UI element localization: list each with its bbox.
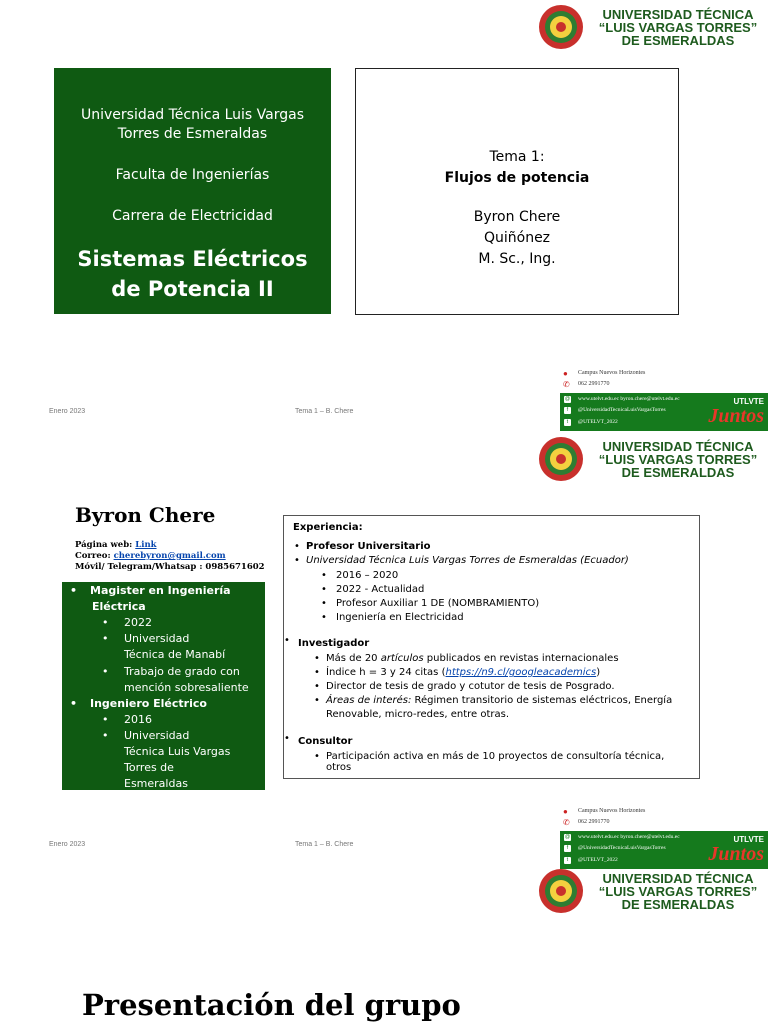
brand-script: Juntos (708, 405, 764, 427)
career-name: Carrera de Electricidad (112, 208, 273, 224)
degree-1-thesis-1: Trabajo de grado con (124, 665, 240, 678)
degree-1-line-2: Eléctrica (92, 600, 146, 613)
web-icon: @ (564, 834, 571, 840)
contact-info: Página web: Link Correo: cherebyron@gmail.com Móvil/ Telegram/Whatsap : 0985671602 (75, 540, 265, 572)
logo-line-1: UNIVERSIDAD TÉCNICA (602, 7, 754, 22)
role-3: Consultor (298, 736, 353, 747)
brand-label: UTLVTE (733, 835, 764, 844)
role-2-item-4-cont: Renovable, micro-redes, entre otras. (326, 709, 510, 720)
author-name-2: Quiñónez (483, 230, 551, 246)
education-box: • Magister en Ingeniería Eléctrica • 2022 • Universidad Técnica de Manabí • Trabajo de grado con mención sobresaliente • Ingeniero Eléctrico • 2016 • Universidad Técnica Luis Vargas Torres de Esmeraldas (62, 582, 265, 790)
role-2: Investigador (298, 638, 370, 649)
google-scholar-link[interactable]: https://n9.cl/googleacademics (445, 667, 597, 678)
role-1: Profesor Universitario (306, 541, 431, 552)
logo-line-1: UNIVERSIDAD TÉCNICA (602, 439, 754, 454)
university-name-2: Torres de Esmeraldas (117, 126, 268, 142)
topic-label: Tema 1: (489, 149, 545, 165)
logo-line-3: DE ESMERALDAS (621, 465, 735, 480)
degree-1-line-1: Magister en Ingeniería (90, 584, 231, 597)
footer-center: Tema 1 – B. Chere (295, 408, 354, 415)
degree-2-uni-4: Esmeraldas (124, 777, 188, 790)
contact-address: Campus Nuevos Horizontes (578, 808, 646, 814)
web-link[interactable]: Link (135, 540, 157, 550)
contact-web-email: www.utelvt.edu.ec byron.chere@utelvt.edu.ec (578, 834, 680, 840)
logo-line-3: DE ESMERALDAS (621, 897, 735, 912)
slide-title: Presentación del grupo (82, 988, 461, 1022)
role-1-place: Universidad Técnica Luis Vargas Torres de Esmeraldas (Ecuador) (306, 555, 629, 566)
university-logo (538, 436, 768, 488)
degree-1-uni-2: Técnica de Manabí (124, 648, 226, 661)
faculty-name: Faculta de Ingenierías (115, 167, 270, 183)
role-1-item-2: 2022 - Actualidad (336, 584, 425, 595)
facebook-icon: f (564, 407, 571, 414)
logo-line-2: “LUIS VARGAS TORRES” (598, 20, 758, 35)
degree-2-uni-1: Universidad (124, 729, 190, 742)
degree-2-uni-2: Técnica Luis Vargas (124, 745, 231, 758)
brand-label: UTLVTE (733, 397, 764, 406)
degree-2-uni-3: Torres de (124, 761, 174, 774)
university-seal-icon (538, 868, 584, 914)
logo-line-2: “LUIS VARGAS TORRES” (598, 452, 758, 467)
contact-web-email: www.utelvt.edu.ec byron.chere@utelvt.edu.ec (578, 396, 680, 402)
experience-box: Experiencia: • Profesor Universitario • Universidad Técnica Luis Vargas Torres de Esmeraldas (Ecuador) • 2016 – 2020 • 2022 - Actualidad • Profesor Auxiliar 1 DE (NOMBRAMIENTO) • Ingeniería en Electricidad • Investigador • Más de 20 artículos publicados en revistas internacionales • Índice h = 3 y 24 citas (https://n9.cl/googleacademics) • Director de tesis de grado y cotutor de tesis de Posgrado. • Áreas de interés: Régimen transitorio de sistemas eléctricos, Energía Renovable, micro-redes, entre otras. • Consultor • Participación activa en más de 10 proyectos de consultoría técnica, otros (283, 515, 700, 779)
role-3-item-1-cont: otros (326, 762, 352, 773)
facebook-icon: f (564, 845, 571, 852)
phone-icon: ✆ (563, 818, 570, 827)
topic-box (355, 68, 679, 315)
course-title-2: de Potencia II (111, 277, 274, 301)
degree-1-uni-1: Universidad (124, 632, 190, 645)
contact-twitter: @UTELVT_2022 (578, 857, 618, 863)
contact-phone: 062 2991770 (578, 819, 610, 825)
author-degree: M. Sc., Ing. (478, 251, 556, 267)
contact-twitter: @UTELVT_2022 (578, 419, 618, 425)
degree-2-year: 2016 (124, 713, 152, 726)
location-icon: ● (563, 807, 568, 816)
role-2-item-4: Áreas de interés: Régimen transitorio de sistemas eléctricos, Energía (326, 695, 673, 706)
contact-facebook: @UniversidadTecnicaLuisVargasTorres (578, 845, 666, 851)
degree-1-year: 2022 (124, 616, 152, 629)
brand-script: Juntos (708, 843, 764, 865)
phone-info: Móvil/ Telegram/Whatsap : 0985671602 (75, 562, 265, 572)
role-2-item-1: Más de 20 artículos publicados en revistas internacionales (326, 653, 619, 664)
phone-icon: ✆ (563, 380, 570, 389)
contact-address: Campus Nuevos Horizontes (578, 370, 646, 376)
logo-line-3: DE ESMERALDAS (621, 33, 735, 48)
footer-date: Enero 2023 (49, 841, 86, 848)
contact-banner (560, 369, 768, 431)
course-title-box (54, 68, 331, 314)
university-seal-icon (538, 436, 584, 482)
experience-heading: Experiencia: (293, 522, 363, 533)
degree-1-thesis-2: mención sobresaliente (124, 681, 249, 694)
contact-phone: 062 2991770 (578, 381, 610, 387)
university-seal-icon (538, 4, 584, 50)
role-1-item-3: Profesor Auxiliar 1 DE (NOMBRAMIENTO) (336, 598, 540, 609)
contact-banner (560, 807, 768, 869)
location-icon: ● (563, 369, 568, 378)
topic-name: Flujos de potencia (444, 170, 590, 186)
contact-facebook: @UniversidadTecnicaLuisVargasTorres (578, 407, 666, 413)
role-1-item-1: 2016 – 2020 (336, 570, 399, 581)
logo-line-1: UNIVERSIDAD TÉCNICA (602, 871, 754, 886)
footer-center: Tema 1 – B. Chere (295, 841, 354, 848)
role-2-item-3: Director de tesis de grado y cotutor de tesis de Posgrado. (326, 681, 615, 692)
university-name-1: Universidad Técnica Luis Vargas (80, 107, 305, 123)
email-link[interactable]: cherebyron@gmail.com (113, 551, 226, 561)
presenter-name: Byron Chere (75, 503, 216, 527)
role-3-item-1: Participación activa en más de 10 proyectos de consultoría técnica, (326, 751, 665, 762)
course-title-1: Sistemas Eléctricos (77, 247, 308, 271)
twitter-icon: t (564, 857, 571, 864)
logo-line-2: “LUIS VARGAS TORRES” (598, 884, 758, 899)
role-2-item-2: Índice h = 3 y 24 citas (https://n9.cl/googleacademics) (326, 667, 601, 678)
web-icon: @ (564, 396, 571, 402)
university-logo (538, 868, 768, 920)
role-1-item-4: Ingeniería en Electricidad (336, 612, 464, 623)
footer-date: Enero 2023 (49, 408, 86, 415)
author-name-1: Byron Chere (473, 209, 561, 225)
degree-2: Ingeniero Eléctrico (90, 697, 207, 710)
university-logo (538, 4, 768, 56)
twitter-icon: t (564, 419, 571, 426)
